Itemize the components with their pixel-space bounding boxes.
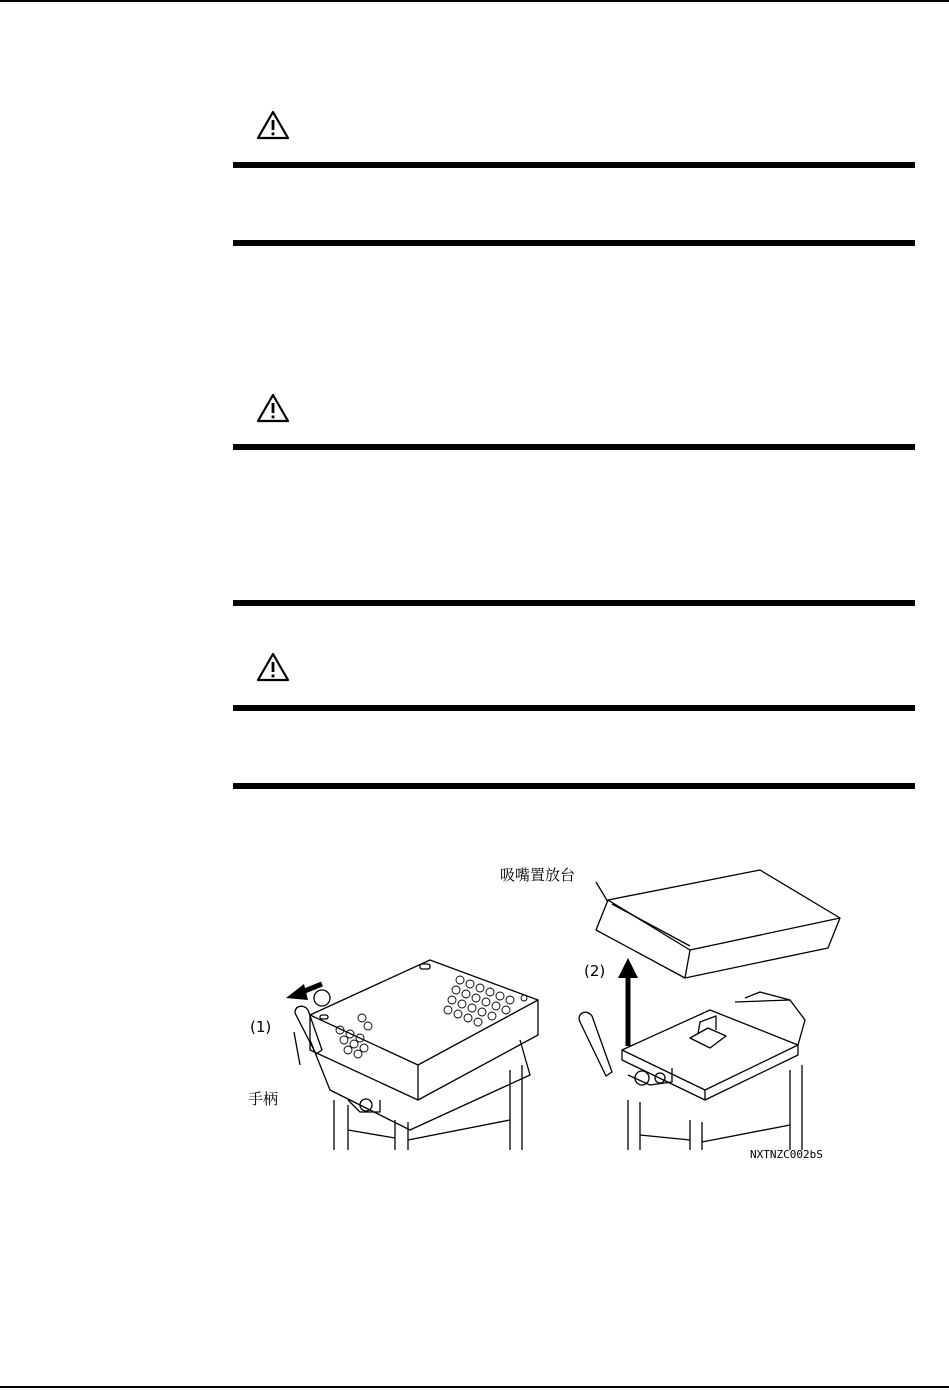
nozzle-stand-removal-figure: [230, 850, 850, 1170]
warning-3-bottom-rule: [233, 783, 915, 789]
warning-2-top-rule: [233, 444, 915, 450]
figure-code: NXTNZC002bS: [750, 1148, 823, 1161]
warning-triangle-icon: [256, 393, 290, 423]
warning-1-bottom-rule: [233, 240, 915, 246]
warning-1-top-rule: [233, 162, 915, 168]
nozzle-stand-label: 吸嘴置放台: [500, 866, 576, 884]
page-bottom-rule: [0, 1386, 949, 1388]
warning-3-top-rule: [233, 705, 915, 711]
warning-triangle-icon: [256, 652, 290, 682]
warning-2-bottom-rule: [233, 600, 915, 606]
step-1-label: (1): [250, 1018, 272, 1036]
page-top-rule: [0, 0, 949, 2]
step-2-label: (2): [584, 962, 606, 980]
warning-triangle-icon: [256, 110, 290, 140]
handle-label: 手柄: [248, 1090, 279, 1108]
